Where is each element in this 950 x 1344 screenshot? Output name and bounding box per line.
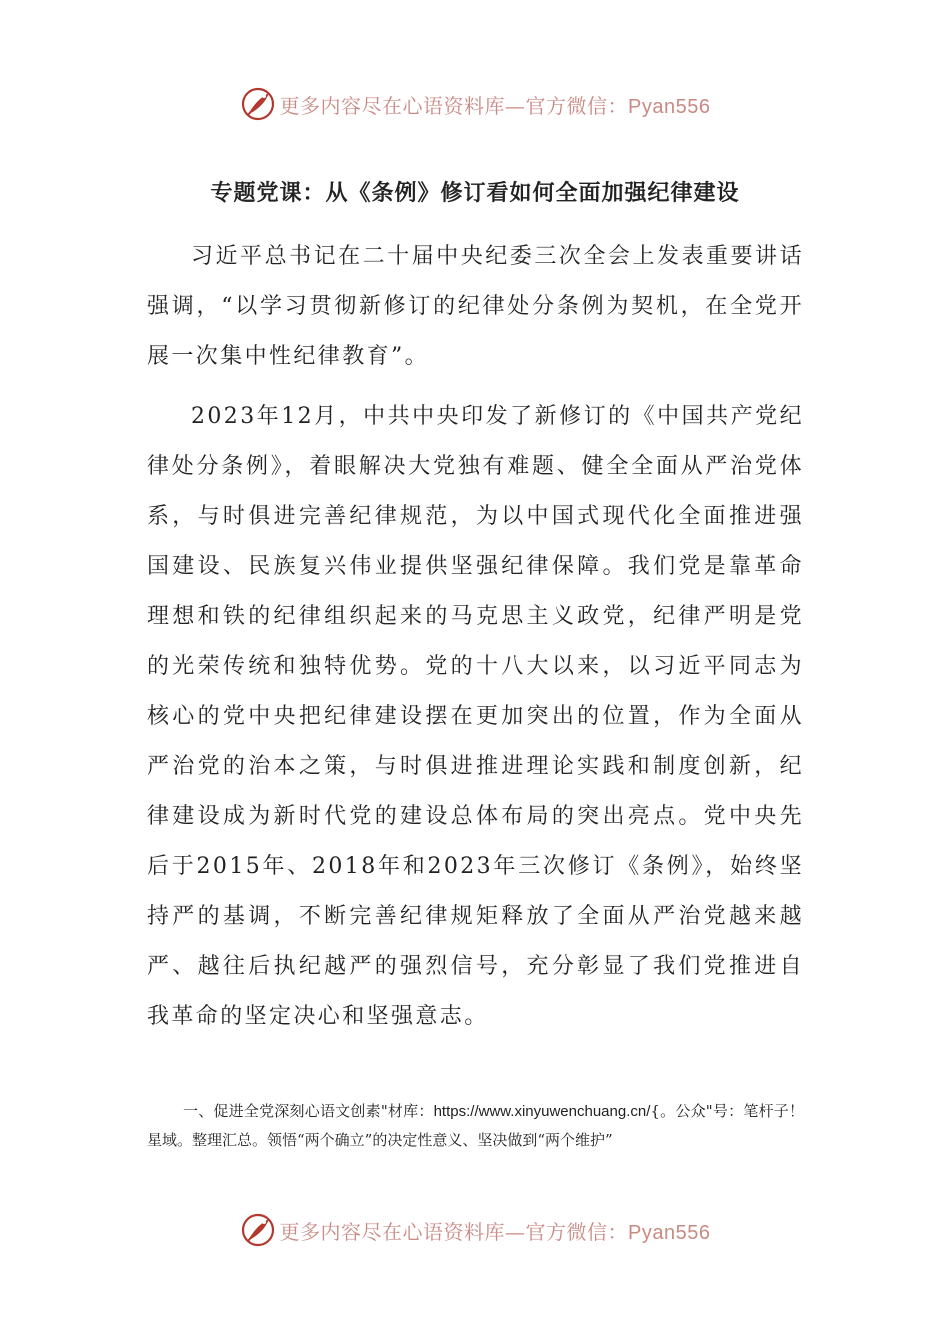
header-wechat-id: Pyan556: [628, 95, 711, 118]
small-note: [147, 1097, 804, 1154]
header-banner: [0, 80, 950, 128]
footer-banner-text: 更多内容尽在心语资料库—官方微信：Pyan556: [279, 1219, 711, 1244]
footer-banner: [0, 1206, 950, 1254]
small-note-prefix: 一、促进全党深刻心语文创素"材库：: [183, 1102, 434, 1120]
footer-wechat-id: Pyan556: [628, 1221, 711, 1244]
paragraph-2: 2023年12月，中共中央印发了新修订的《中国共产党纪律处分条例》，着眼解决大党独有难题、健全全面从严治党体系，与时俱进完善纪律规范，为以中国式现代化全面推进强国建设、民族复兴伟业提供坚强纪律保障。我们党是靠革命理想和铁的纪律组织起来的马克思主义政党，纪律严明是党的光荣传统和独特优势。党的十八大以来，以习近平同志为核心的党中央把纪律建设摆在更加突出的位置，作为全面从严治党的治本之策，与时俱进推进理论实践和制度创新，纪律建设成为新时代党的建设总体布局的突出亮点。党中央先后于2015年、2018年和2023年三次修订《条例》，始终坚持严的基调，不断完善纪律规矩释放了全面从严治党越来越严、越往后执纪越严的强烈信号，充分彰显了我们党推进自我革命的坚定决心和坚强意志。: [147, 404, 804, 1029]
document-body: [147, 232, 804, 1042]
header-banner-text: 更多内容尽在心语资料库—官方微信：Pyan556: [279, 93, 711, 118]
small-note-suffix: {。公众"号：笔杆子！星域。整理汇总。领悟“两个确立”的决定性意义、坚决做到“两个维护”: [147, 1102, 804, 1149]
paragraph-1: 习近平总书记在二十届中央纪委三次全会上发表重要讲话强调，“以学习贯彻新修订的纪律处分条例为契机，在全党开展一次集中性纪律教育”。: [147, 244, 804, 369]
document-title: 专题党课：从《条例》修订看如何全面加强纪律建设: [210, 181, 740, 206]
source-url: https://www.xinyuwenchuang.cn/: [433, 1103, 651, 1120]
quill-pen-logo-icon: [240, 1212, 276, 1248]
quill-pen-logo-icon: [240, 86, 276, 122]
